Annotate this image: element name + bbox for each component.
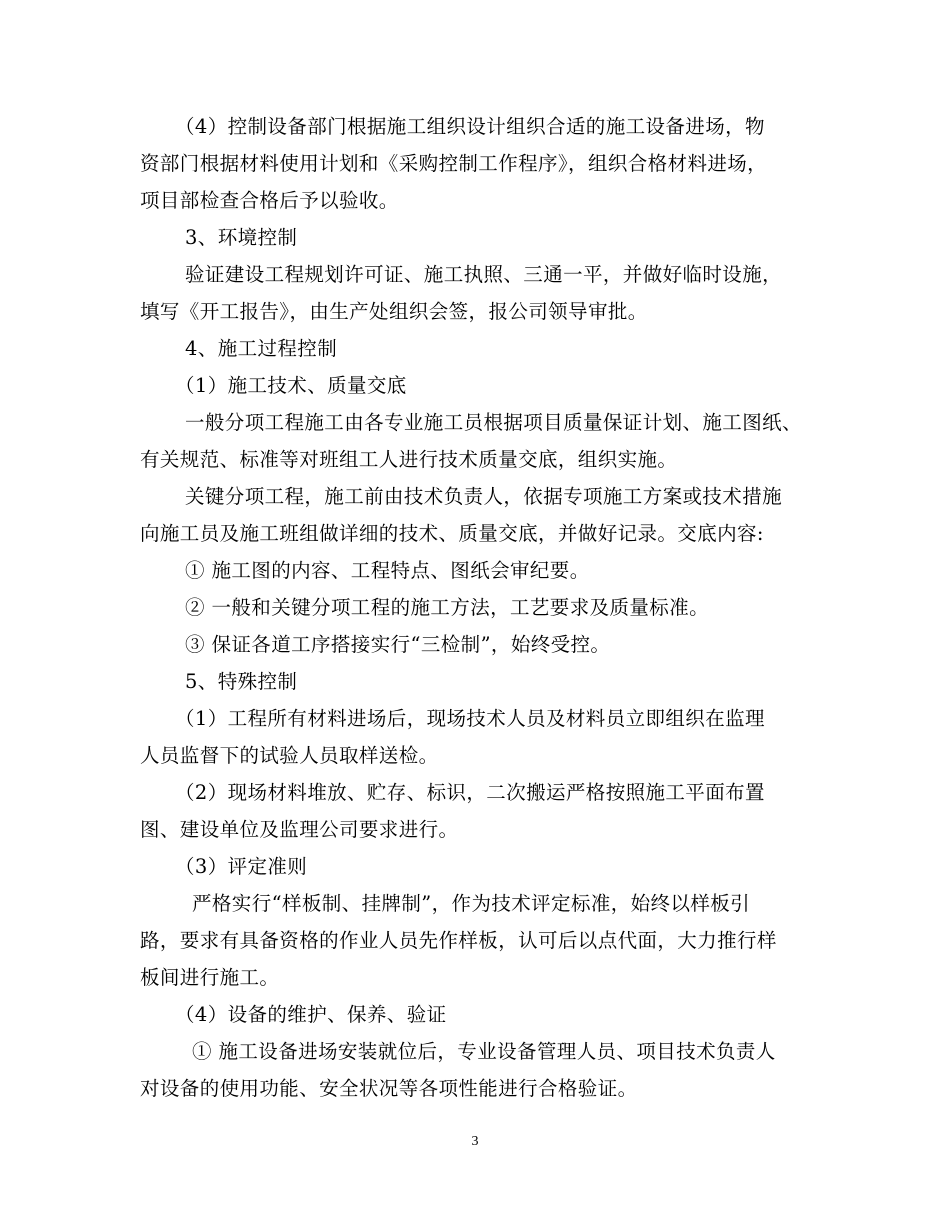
text-line: 严格实行“样板制、挂牌制”，作为技术评定标准，始终以样板引 [192, 892, 751, 915]
subsection-heading: （4）设备的维护、保养、验证 [175, 1003, 447, 1026]
list-item: ③ 保证各道工序搭接实行“三检制”，始终受控。 [185, 633, 611, 656]
document-body [140, 108, 855, 1107]
list-item: ② 一般和关键分项工程的施工方法，工艺要求及质量标准。 [185, 596, 709, 619]
text-line: （4）控制设备部门根据施工组织设计组织合适的施工设备进场，物 [175, 115, 765, 138]
text-line: 板间进行施工。 [140, 966, 280, 989]
text-line: 人员监督下的试验人员取样送检。 [140, 744, 439, 767]
text-line: 路，要求有具备资格的作业人员先作样板，认可后以点代面，大力推行样 [140, 929, 777, 952]
text-line: 向施工员及施工班组做详细的技术、质量交底，并做好记录。交底内容: [140, 522, 764, 545]
text-line: 验证建设工程规划许可证、施工执照、三通一平，并做好临时设施， [185, 263, 783, 286]
section-heading: 4、施工过程控制 [185, 337, 338, 360]
text-line: 资部门根据材料使用计划和《采购控制工作程序》，组织合格材料进场， [140, 152, 768, 175]
subsection-heading: （1）施工技术、质量交底 [175, 374, 407, 397]
text-line: 图、建设单位及监理公司要求进行。 [140, 818, 459, 841]
text-line: （2）现场材料堆放、贮存、标识，二次搬运严格按照施工平面布置 [175, 781, 765, 804]
text-line: 有关规范、标准等对班组工人进行技术质量交底，组织实施。 [140, 448, 678, 471]
section-heading: 3、环境控制 [185, 226, 298, 249]
text-line: 一般分项工程施工由各专业施工员根据项目质量保证计划、施工图纸、 [185, 411, 802, 434]
text-line: 对设备的使用功能、安全状况等各项性能进行合格验证。 [140, 1077, 638, 1100]
subsection-heading: （3）评定准则 [175, 855, 308, 878]
text-line: 项目部检查合格后予以验收。 [140, 189, 399, 212]
page-number: 3 [471, 1134, 479, 1149]
list-item: ① 施工图的内容、工程特点、图纸会审纪要。 [185, 559, 590, 582]
text-line: （1）工程所有材料进场后，现场技术人员及材料员立即组织在监理 [175, 707, 765, 730]
section-heading: 5、特殊控制 [185, 670, 298, 693]
text-line: 填写《开工报告》，由生产处组织会签，报公司领导审批。 [140, 300, 648, 323]
list-item: ① 施工设备进场安装就位后，专业设备管理人员、项目技术负责人 [192, 1040, 776, 1063]
text-line: 关键分项工程，施工前由技术负责人，依据专项施工方案或技术措施 [185, 485, 783, 508]
